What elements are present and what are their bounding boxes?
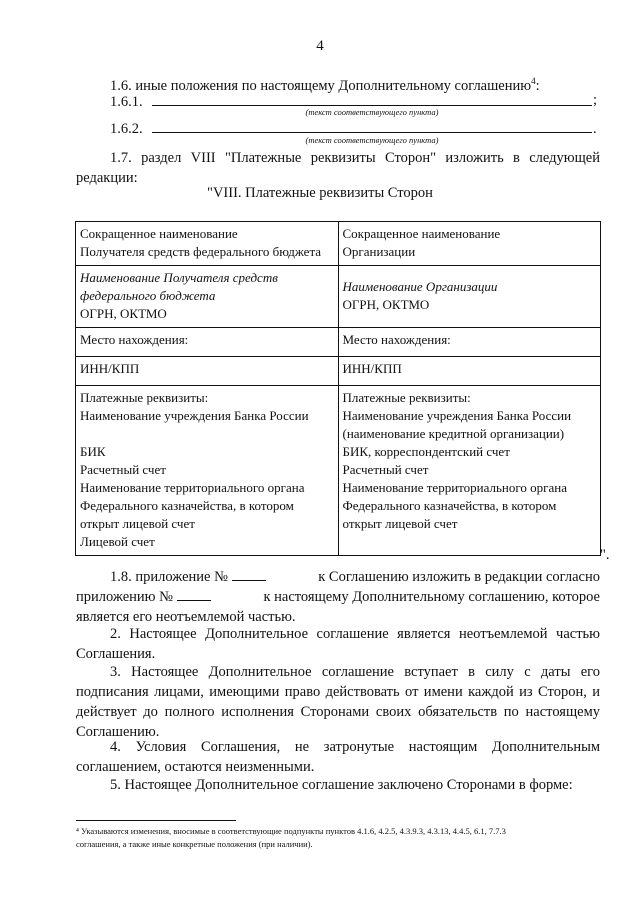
clause-1-6-text: 1.6. иные положения по настоящему Дополнительному соглашению: [110, 77, 532, 94]
clause-2-line1: 2. Настоящее Дополнительное соглашение является неотъемлемой частью: [110, 626, 600, 642]
footnote-line2: соглашения, а также иные конкретные положения (при наличии).: [76, 839, 313, 849]
clause-1-6-2-period: .: [593, 121, 597, 137]
clause-3-line1: 3. Настоящее Дополнительное соглашение вступает в силу с даты его: [110, 664, 600, 680]
clause-1-8-line2: приложению № к настоящему Дополнительному соглашению, которое: [76, 589, 600, 605]
footnote-divider: [76, 820, 236, 821]
clause-1-8-line1: 1.8. приложение № к Соглашению изложить в редакции согласно: [110, 569, 600, 585]
clause-3-line3: действует до полного исполнения Сторонами своих обязательств по настоящему: [76, 704, 600, 720]
clause-2-line2: Соглашения.: [76, 646, 156, 662]
table-row: [76, 328, 601, 357]
clause-1-7-line1: 1.7. раздел VIII "Платежные реквизиты Сторон" изложить в следующей: [110, 150, 600, 166]
recipient-inn-cell: ИНН/КПП: [76, 357, 339, 386]
clause-4-line2: соглашением, остаются неизменными.: [76, 759, 315, 775]
field-caption-2: (текст соответствующего пункта): [305, 135, 439, 145]
section-title: "VIII. Платежные реквизиты Сторон: [207, 185, 433, 201]
clause-1-6: [110, 71, 540, 96]
clause-1-8-line3: является его неотъемлемой частью.: [76, 609, 296, 625]
clause-1-7-line2: редакции:: [76, 170, 138, 186]
footnote-ref: 4: [531, 76, 536, 86]
recipient-short-name-cell: Сокращенное наименование Получателя средств федерального бюджета: [76, 222, 339, 266]
table-row: [76, 357, 601, 386]
clause-3-line4: Соглашению.: [76, 724, 160, 740]
field-caption-1: (текст соответствующего пункта): [305, 107, 439, 117]
clause-1-6-1-blank: [152, 105, 592, 106]
organization-location-cell: Место нахождения:: [338, 328, 601, 357]
clause-1-6-1: [110, 92, 143, 112]
organization-name-cell: Наименование Организации ОГРН, ОКТМО: [338, 266, 601, 328]
closing-quote: ".: [600, 547, 610, 563]
table-row: [76, 386, 601, 556]
clause-1-6-2-label: 1.6.2.: [110, 121, 143, 137]
table-row: [76, 222, 601, 266]
clause-1-6-colon: :: [535, 77, 540, 94]
clause-1-6-1-semicolon: ;: [593, 92, 598, 108]
appendix-number-blank: [232, 568, 266, 581]
footnote-line1: ⁴ Указываются изменения, вносимые в соответствующие подпункты пунктов 4.1.6, 4.2.5, 4.3.9.3, 4.3.13, 4.4.5, 6.1, 7.7.3: [76, 826, 506, 836]
organization-payment-details-cell: Платежные реквизиты: Наименование учреждения Банка России (наименование кредитной организации) БИК, корреспондентский счет Расчетный счет Наименование территориального органа Федерального казначейства, в котором открыт лицевой счет: [338, 386, 601, 556]
organization-short-name-cell: Сокращенное наименование Организации: [338, 222, 601, 266]
appendix-number-blank-2: [177, 588, 211, 601]
recipient-payment-details-cell: Платежные реквизиты: Наименование учреждения Банка России БИК Расчетный счет Наименование территориального органа Федерального казначейства, в котором открыт лицевой счет Лицевой счет: [76, 386, 339, 556]
clause-4-line1: 4. Условия Соглашения, не затронутые настоящим Дополнительным: [110, 739, 600, 755]
recipient-location-cell: Место нахождения:: [76, 328, 339, 357]
requisites-table: [75, 221, 601, 556]
organization-inn-cell: ИНН/КПП: [338, 357, 601, 386]
clause-3-line2: подписания лицами, имеющими право действовать от имени каждой из Сторон, и: [76, 684, 600, 700]
table-row: [76, 266, 601, 328]
clause-1-6-2-blank: [152, 132, 592, 133]
recipient-name-cell: Наименование Получателя средств федерального бюджета ОГРН, ОКТМО: [76, 266, 339, 328]
clause-1-6-1-label: 1.6.1.: [110, 94, 143, 110]
clause-5-line1: 5. Настоящее Дополнительное соглашение заключено Сторонами в форме:: [110, 777, 573, 793]
page-number: 4: [316, 38, 324, 54]
